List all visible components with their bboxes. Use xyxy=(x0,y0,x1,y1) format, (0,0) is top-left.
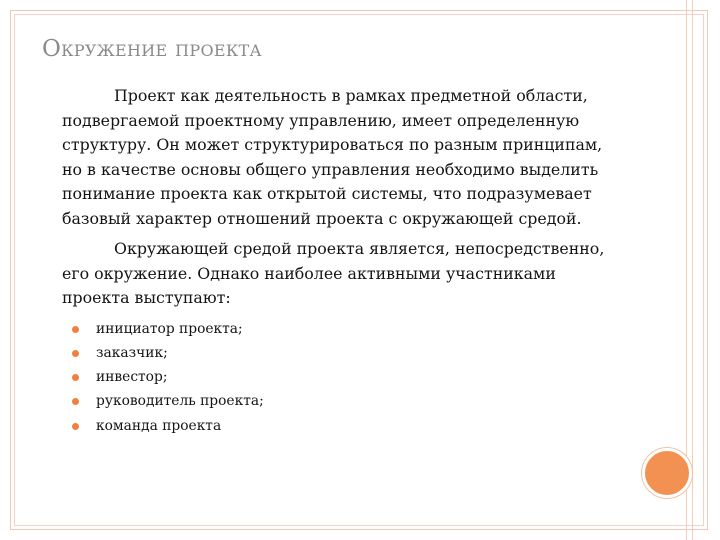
bullet-icon xyxy=(72,374,79,381)
list-item-text: инициатор проекта; xyxy=(96,320,243,337)
list-item xyxy=(62,341,622,365)
paragraph-1: Проект как деятельность в рамках предметной области, подвергаемой проектному управлению, имеет определенную структуру. Он может структурироваться по разным принципам, но в качестве основы общего управления необходимо выделить понимание проекта как открытой системы, что подразумевает базовый характер отношений проекта с окружающей средой. xyxy=(62,86,603,228)
bullet-icon xyxy=(72,350,79,357)
bullet-icon xyxy=(72,398,79,405)
slide-title: Окружение проекта xyxy=(42,36,262,62)
paragraph-2: Окружающей средой проекта является, непосредственно, его окружение. Однако наиболее активными участниками проекта выступают: xyxy=(62,239,605,307)
list-item-text: руководитель проекта; xyxy=(96,393,264,410)
list-item-text: заказчик; xyxy=(96,344,168,361)
decor-circle-icon xyxy=(642,448,692,498)
list-item xyxy=(62,414,622,438)
slide-body xyxy=(62,84,622,438)
list-item xyxy=(62,317,622,341)
participants-list xyxy=(62,317,622,438)
list-item-text: инвестор; xyxy=(96,369,168,386)
bullet-icon xyxy=(72,423,79,430)
list-item-text: команда проекта xyxy=(96,417,222,434)
list-item xyxy=(62,365,622,389)
decor-line-right xyxy=(692,0,693,540)
bullet-icon xyxy=(72,326,79,333)
list-item xyxy=(62,389,622,413)
